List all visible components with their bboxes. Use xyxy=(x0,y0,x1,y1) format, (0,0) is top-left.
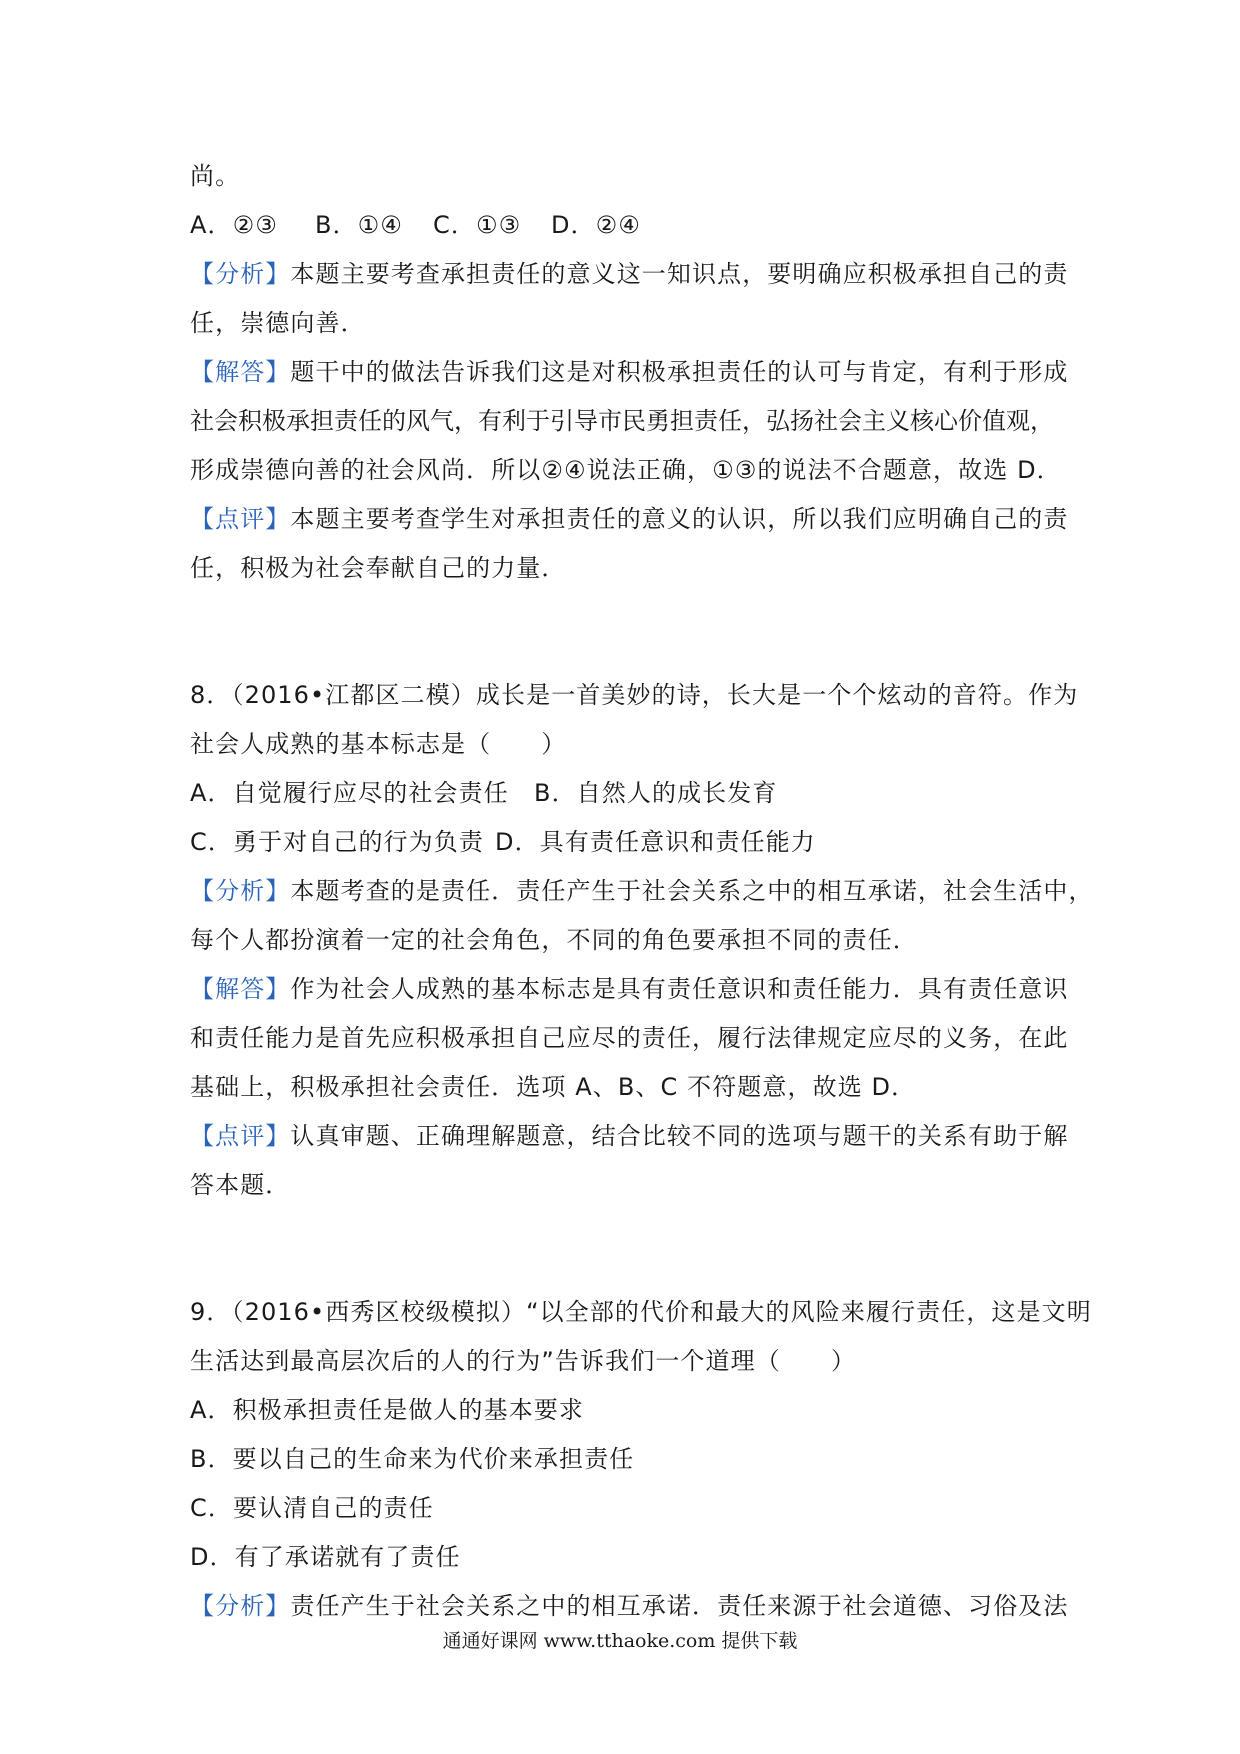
q7-option-c: C．①③ xyxy=(433,211,522,239)
q7-answer-line-3: 形成崇德向善的社会风尚．所以②④说法正确，①③的说法不合题意，故选 D． xyxy=(190,456,1062,484)
analysis-tag: 【分析】 xyxy=(190,260,291,288)
q8-answer-line-2: 和责任能力是首先应积极承担自己应尽的责任，履行法律规定应尽的义务，在此 xyxy=(190,1024,1069,1052)
q9-option-b: B．要以自己的生命来为代价来承担责任 xyxy=(190,1445,635,1473)
q7-option-a: A．②③ xyxy=(190,211,278,239)
q8-comment-line-1: 【点评】认真审题、正确理解题意，结合比较不同的选项与题干的关系有助于解 xyxy=(190,1122,1069,1150)
analysis-tag: 【分析】 xyxy=(190,877,291,905)
q9-stem-line-2: 生活达到最高层次后的人的行为”告诉我们一个道理（ ） xyxy=(190,1347,857,1375)
q9-option-a: A．积极承担责任是做人的基本要求 xyxy=(190,1396,585,1424)
document-body xyxy=(190,152,1094,1631)
q8-answer-line-1: 【解答】作为社会人成熟的基本标志是具有责任意识和责任能力．具有责任意识 xyxy=(190,975,1069,1003)
q8-option-c: C．勇于对自己的行为负责 xyxy=(190,828,484,856)
q8-option-b: B．自然人的成长发育 xyxy=(534,779,778,807)
q8-answer-line-3: 基础上，积极承担社会责任．选项 A、B、C 不符题意，故选 D． xyxy=(190,1073,917,1101)
q8-analysis-line-2: 每个人都扮演着一定的社会角色，不同的角色要承担不同的责任． xyxy=(190,926,918,954)
q9-stem-line-1: 9．（2016•西秀区校级模拟）“以全部的代价和最大的风险来履行责任，这是文明 xyxy=(190,1298,1092,1326)
q9-analysis-line-1: 【分析】责任产生于社会关系之中的相互承诺．责任来源于社会道德、习俗及法 xyxy=(190,1592,1069,1620)
answer-tag: 【解答】 xyxy=(190,975,291,1003)
q7-option-d: D．②④ xyxy=(551,211,641,239)
q8-analysis-line-1: 【分析】本题考查的是责任．责任产生于社会关系之中的相互承诺，社会生活中， xyxy=(190,877,1094,905)
q8-option-a: A．自觉履行应尽的社会责任 xyxy=(190,779,509,807)
comment-tag: 【点评】 xyxy=(190,505,291,533)
q8-stem-line-1: 8．（2016•江都区二模）成长是一首美妙的诗，长大是一个个炫动的音符。作为 xyxy=(190,681,1079,709)
q9-option-c: C．要认清自己的责任 xyxy=(190,1494,434,1522)
q7-comment-line-2: 任，积极为社会奉献自己的力量． xyxy=(190,554,567,582)
q7-options xyxy=(190,201,1060,250)
q7-option-b: B．①④ xyxy=(315,211,403,239)
page-footer: 通通好课网 www.tthaoke.com 提供下载 xyxy=(442,1630,798,1652)
q8-comment-line-2: 答本题． xyxy=(190,1171,291,1199)
q8-options-row-2 xyxy=(190,818,1060,867)
q7-stem-cont: 尚。 xyxy=(190,162,241,190)
q7-analysis-line-1: 【分析】本题主要考查承担责任的意义这一知识点，要明确应积极承担自己的责 xyxy=(190,260,1069,288)
analysis-tag: 【分析】 xyxy=(190,1592,291,1620)
q7-analysis-line-2: 任，崇德向善． xyxy=(190,309,366,337)
q8-options-row-1 xyxy=(190,769,1060,818)
answer-tag: 【解答】 xyxy=(190,358,291,386)
q7-answer-line-1: 【解答】题干中的做法告诉我们这是对积极承担责任的认可与肯定，有利于形成 xyxy=(190,358,1069,386)
q7-answer-line-2: 社会积极承担责任的风气，有利于引导市民勇担责任，弘扬社会主义核心价值观， xyxy=(190,407,1054,435)
q8-stem-line-2: 社会人成熟的基本标志是（ ） xyxy=(190,730,567,758)
comment-tag: 【点评】 xyxy=(190,1122,291,1150)
q9-option-d: D．有了承诺就有了责任 xyxy=(190,1543,461,1571)
q7-comment-line-1: 【点评】本题主要考查学生对承担责任的意义的认识，所以我们应明确自己的责 xyxy=(190,505,1069,533)
q8-option-d: D．具有责任意识和责任能力 xyxy=(495,828,816,856)
